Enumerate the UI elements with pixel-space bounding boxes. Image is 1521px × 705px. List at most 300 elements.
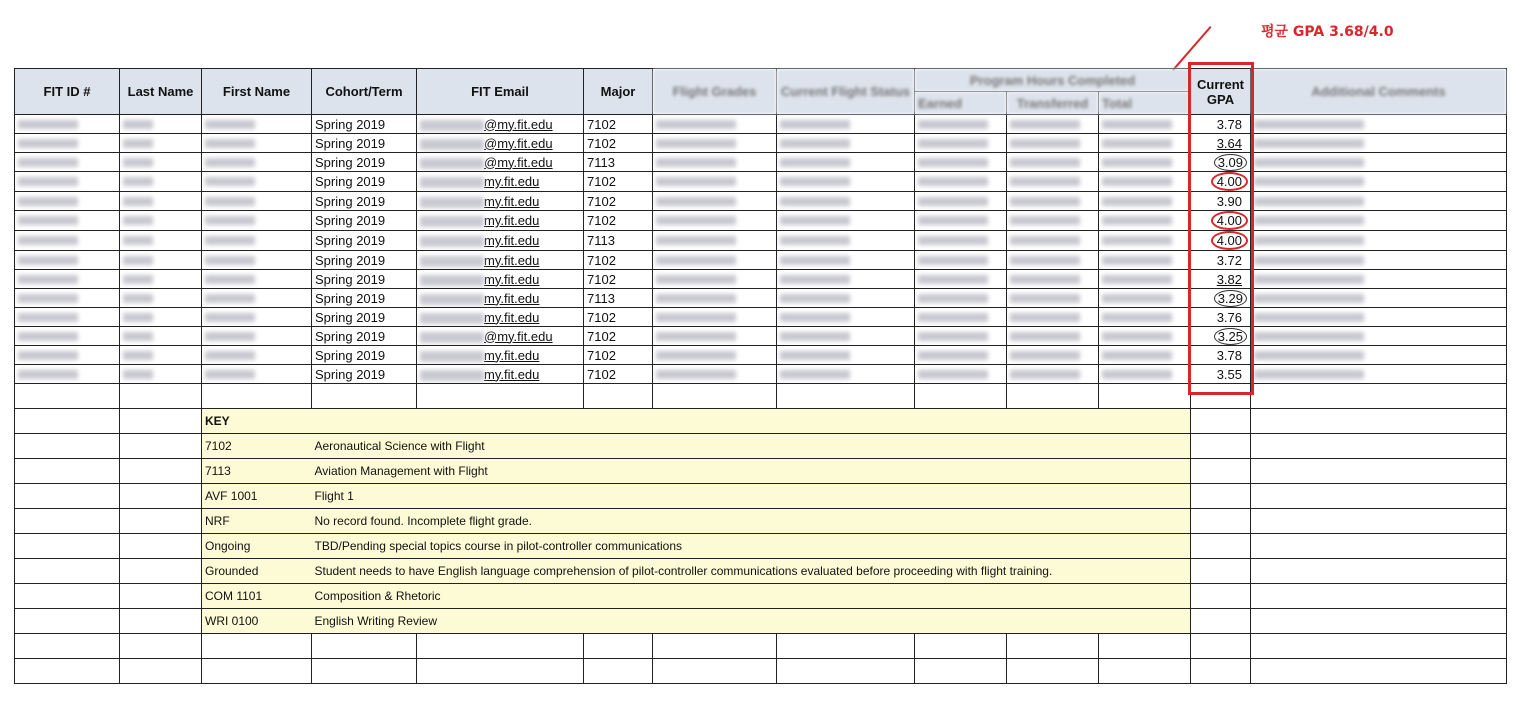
table-row (15, 289, 1507, 308)
redacted-text (18, 139, 78, 148)
cell-major: 7102 (584, 115, 653, 134)
redacted-email-user (420, 332, 484, 343)
empty-cell (15, 584, 120, 609)
key-row (15, 534, 1507, 559)
cell-fit-id (15, 192, 120, 211)
cell-total (1099, 308, 1191, 327)
empty-cell (15, 659, 120, 684)
email-domain: my.fit.edu (484, 193, 540, 209)
key-description: Flight 1 (312, 484, 1191, 509)
cell-last-name (120, 231, 202, 251)
cell-fit-id (15, 115, 120, 134)
cell-fit-id (15, 211, 120, 231)
redacted-text (780, 197, 850, 206)
cell-cohort: Spring 2019 (312, 115, 417, 134)
table-row (15, 270, 1507, 289)
gpa-value: 3.78 (1216, 116, 1243, 132)
cell-total (1099, 172, 1191, 192)
redacted-text (18, 197, 78, 206)
redacted-text (780, 158, 850, 167)
empty-cell (1099, 384, 1191, 409)
cell-last-name (120, 115, 202, 134)
cell-first-name (202, 172, 312, 192)
key-row (15, 609, 1507, 634)
redacted-email-user (420, 275, 484, 286)
cell-earned (915, 231, 1007, 251)
table-row (15, 153, 1507, 172)
cell-transferred (1007, 327, 1099, 346)
cell-fit-id (15, 172, 120, 192)
redacted-text (1010, 158, 1080, 167)
key-code: WRI 0100 (202, 609, 312, 634)
cell-comments (1251, 346, 1507, 365)
key-description: English Writing Review (312, 609, 1191, 634)
gpa-value: 4.00 (1211, 231, 1248, 250)
key-description: Aeronautical Science with Flight (312, 434, 1191, 459)
redacted-text (1010, 216, 1080, 225)
key-description: Aviation Management with Flight (312, 459, 1191, 484)
empty-cell (1251, 534, 1507, 559)
cell-fit-id (15, 231, 120, 251)
redacted-text (656, 275, 736, 284)
empty-cell (584, 659, 653, 684)
redacted-email-user (420, 236, 484, 247)
redacted-text (780, 216, 850, 225)
cell-major: 7102 (584, 327, 653, 346)
cell-cohort: Spring 2019 (312, 211, 417, 231)
gpa-value: 3.72 (1216, 252, 1243, 268)
empty-cell (1251, 634, 1507, 659)
redacted-text (18, 177, 78, 186)
cell-transferred (1007, 231, 1099, 251)
cell-last-name (120, 270, 202, 289)
cell-transferred (1007, 192, 1099, 211)
redacted-text (18, 120, 78, 129)
cell-total (1099, 153, 1191, 172)
redacted-text (918, 158, 988, 167)
key-code: 7113 (202, 459, 312, 484)
redacted-text (1102, 120, 1172, 129)
cell-last-name (120, 308, 202, 327)
redacted-text (1102, 294, 1172, 303)
empty-cell (1251, 659, 1507, 684)
cell-major: 7102 (584, 134, 653, 153)
key-title-row (15, 409, 1507, 434)
redacted-text (18, 313, 78, 322)
redacted-text (1254, 294, 1364, 303)
cell-major: 7102 (584, 308, 653, 327)
cell-fit-id (15, 346, 120, 365)
empty-cell (1251, 384, 1507, 409)
redacted-text (1010, 275, 1080, 284)
empty-cell (312, 659, 417, 684)
spacer-row (15, 634, 1507, 659)
cell-earned (915, 211, 1007, 231)
redacted-text (205, 216, 255, 225)
spacer-row (15, 384, 1507, 409)
cell-flight-grades (653, 134, 777, 153)
cell-comments (1251, 231, 1507, 251)
redacted-text (123, 139, 153, 148)
gpa-value: 3.55 (1216, 366, 1243, 382)
cell-total (1099, 231, 1191, 251)
gpa-value: 3.25 (1214, 328, 1247, 345)
cell-flight-grades (653, 327, 777, 346)
cell-earned (915, 308, 1007, 327)
cell-fit-id (15, 134, 120, 153)
spacer-row (15, 659, 1507, 684)
key-section (15, 384, 1507, 684)
cell-comments (1251, 365, 1507, 384)
email-domain: my.fit.edu (484, 366, 540, 382)
header-comments: Additional Comments (1251, 69, 1507, 115)
empty-cell (584, 634, 653, 659)
key-description: No record found. Incomplete flight grade. (312, 509, 1191, 534)
cell-cohort: Spring 2019 (312, 270, 417, 289)
key-code: COM 1101 (202, 584, 312, 609)
key-row (15, 434, 1507, 459)
header-earned: Earned (915, 92, 1007, 115)
email-domain: @my.fit.edu (484, 135, 553, 151)
cell-total (1099, 346, 1191, 365)
empty-cell (1191, 459, 1251, 484)
empty-cell (1099, 634, 1191, 659)
cell-first-name (202, 115, 312, 134)
cell-first-name (202, 365, 312, 384)
redacted-text (123, 197, 153, 206)
empty-cell (1251, 584, 1507, 609)
email-domain: my.fit.edu (484, 174, 540, 189)
cell-flight-status (777, 192, 915, 211)
cell-major: 7102 (584, 211, 653, 231)
empty-cell (1099, 659, 1191, 684)
empty-cell (120, 509, 202, 534)
cell-flight-status (777, 134, 915, 153)
empty-cell (120, 459, 202, 484)
cell-flight-grades (653, 308, 777, 327)
redacted-email-user (420, 351, 484, 362)
empty-cell (120, 634, 202, 659)
cell-earned (915, 270, 1007, 289)
empty-cell (1251, 559, 1507, 584)
cell-first-name (202, 211, 312, 231)
redacted-text (1010, 256, 1080, 265)
gpa-value: 3.82 (1216, 271, 1243, 287)
cell-flight-status (777, 270, 915, 289)
redacted-text (205, 236, 255, 245)
key-title: KEY (202, 409, 312, 434)
empty-cell (120, 409, 202, 434)
header-program-hours: Program Hours Completed (915, 69, 1191, 92)
empty-cell (1191, 559, 1251, 584)
cell-fit-id (15, 327, 120, 346)
redacted-email-user (420, 158, 484, 169)
key-description: TBD/Pending special topics course in pilot-controller communications (312, 534, 1191, 559)
cell-cohort: Spring 2019 (312, 251, 417, 270)
redacted-text (780, 351, 850, 360)
redacted-text (780, 139, 850, 148)
redacted-text (1254, 216, 1364, 225)
cell-flight-grades (653, 365, 777, 384)
cell-fit-id (15, 270, 120, 289)
redacted-text (1010, 236, 1080, 245)
empty-cell (120, 609, 202, 634)
email-domain: my.fit.edu (484, 252, 540, 268)
email-domain: my.fit.edu (484, 271, 540, 287)
redacted-text (918, 236, 988, 245)
redacted-text (656, 332, 736, 341)
empty-cell (417, 384, 584, 409)
cell-cohort: Spring 2019 (312, 308, 417, 327)
redacted-email-user (420, 197, 484, 208)
table-row (15, 308, 1507, 327)
empty-cell (120, 434, 202, 459)
cell-flight-grades (653, 289, 777, 308)
cell-email (417, 231, 584, 251)
gpa-value: 3.76 (1216, 309, 1243, 325)
redacted-text (1102, 313, 1172, 322)
header-gpa-line2: GPA (1206, 91, 1235, 107)
cell-transferred (1007, 251, 1099, 270)
cell-transferred (1007, 211, 1099, 231)
cell-flight-grades (653, 270, 777, 289)
empty-cell (312, 384, 417, 409)
cell-flight-grades (653, 211, 777, 231)
redacted-text (1254, 139, 1364, 148)
redacted-text (18, 294, 78, 303)
cell-first-name (202, 327, 312, 346)
empty-cell (1191, 659, 1251, 684)
redacted-text (918, 313, 988, 322)
empty-cell (15, 609, 120, 634)
empty-cell (15, 434, 120, 459)
cell-email (417, 365, 584, 384)
header-major: Major (584, 69, 653, 115)
empty-cell (777, 384, 915, 409)
empty-cell (1007, 659, 1099, 684)
cell-comments (1251, 115, 1507, 134)
cell-email (417, 192, 584, 211)
empty-cell (915, 384, 1007, 409)
header-fit-id: FIT ID # (15, 69, 120, 115)
redacted-text (656, 197, 736, 206)
cell-email (417, 327, 584, 346)
redacted-text (780, 370, 850, 379)
redacted-text (123, 294, 153, 303)
empty-cell (653, 634, 777, 659)
redacted-text (205, 177, 255, 186)
cell-email (417, 289, 584, 308)
cell-flight-status (777, 327, 915, 346)
cell-total (1099, 365, 1191, 384)
cell-flight-grades (653, 153, 777, 172)
header-email: FIT Email (417, 69, 584, 115)
cell-flight-grades (653, 192, 777, 211)
redacted-text (18, 216, 78, 225)
empty-cell (15, 634, 120, 659)
empty-cell (1191, 584, 1251, 609)
cell-fit-id (15, 153, 120, 172)
cell-fit-id (15, 365, 120, 384)
cell-comments (1251, 327, 1507, 346)
gpa-value: 3.64 (1216, 135, 1243, 151)
gpa-value: 4.00 (1211, 211, 1248, 230)
cell-earned (915, 251, 1007, 270)
cell-cohort: Spring 2019 (312, 192, 417, 211)
empty-cell (417, 634, 584, 659)
cell-flight-status (777, 211, 915, 231)
table-row (15, 251, 1507, 270)
table-row (15, 346, 1507, 365)
cell-transferred (1007, 346, 1099, 365)
redacted-text (205, 158, 255, 167)
redacted-text (1102, 177, 1172, 186)
cell-first-name (202, 270, 312, 289)
redacted-text (205, 120, 255, 129)
redacted-text (656, 370, 736, 379)
key-description: Student needs to have English language comprehension of pilot-controller communications evaluated before proceeding with flight training. (312, 559, 1191, 584)
cell-flight-grades (653, 251, 777, 270)
redacted-email-user (420, 294, 484, 305)
cell-flight-status (777, 308, 915, 327)
email-domain: my.fit.edu (484, 233, 540, 248)
cell-email (417, 251, 584, 270)
key-row (15, 584, 1507, 609)
cell-last-name (120, 153, 202, 172)
cell-last-name (120, 134, 202, 153)
cell-flight-status (777, 289, 915, 308)
cell-transferred (1007, 115, 1099, 134)
cell-cohort: Spring 2019 (312, 365, 417, 384)
redacted-text (780, 236, 850, 245)
key-row (15, 509, 1507, 534)
cell-major: 7113 (584, 231, 653, 251)
cell-total (1099, 115, 1191, 134)
empty-cell (1251, 434, 1507, 459)
cell-flight-status (777, 115, 915, 134)
table-row (15, 192, 1507, 211)
cell-email (417, 153, 584, 172)
redacted-text (656, 177, 736, 186)
redacted-text (123, 370, 153, 379)
cell-comments (1251, 153, 1507, 172)
redacted-text (18, 275, 78, 284)
cell-last-name (120, 346, 202, 365)
key-code: 7102 (202, 434, 312, 459)
redacted-text (780, 256, 850, 265)
cell-total (1099, 251, 1191, 270)
redacted-email-user (420, 370, 484, 381)
cell-earned (915, 289, 1007, 308)
cell-flight-status (777, 365, 915, 384)
redacted-text (205, 351, 255, 360)
cell-total (1099, 134, 1191, 153)
redacted-text (1010, 197, 1080, 206)
redacted-text (1102, 332, 1172, 341)
table-body (15, 115, 1507, 384)
redacted-text (205, 370, 255, 379)
cell-flight-grades (653, 172, 777, 192)
empty-cell (1251, 484, 1507, 509)
cell-total (1099, 211, 1191, 231)
redacted-text (1010, 139, 1080, 148)
cell-flight-status (777, 231, 915, 251)
redacted-text (656, 139, 736, 148)
redacted-text (18, 370, 78, 379)
cell-transferred (1007, 134, 1099, 153)
redacted-text (1010, 313, 1080, 322)
cell-major: 7102 (584, 270, 653, 289)
header-transferred: Transferred (1007, 92, 1099, 115)
gpa-value: 3.90 (1216, 193, 1243, 209)
redacted-text (205, 332, 255, 341)
redacted-text (123, 158, 153, 167)
redacted-email-user (420, 139, 484, 150)
header-last-name: Last Name (120, 69, 202, 115)
cell-comments (1251, 308, 1507, 327)
cell-email (417, 211, 584, 231)
email-domain: my.fit.edu (484, 347, 540, 363)
redacted-text (1102, 275, 1172, 284)
cell-cohort: Spring 2019 (312, 172, 417, 192)
redacted-text (205, 313, 255, 322)
cell-earned (915, 365, 1007, 384)
empty-cell (777, 659, 915, 684)
cell-earned (915, 327, 1007, 346)
empty-cell (202, 659, 312, 684)
empty-cell (15, 409, 120, 434)
empty-cell (1251, 459, 1507, 484)
cell-flight-status (777, 346, 915, 365)
redacted-text (1010, 177, 1080, 186)
redacted-text (918, 120, 988, 129)
empty-cell (915, 659, 1007, 684)
cell-flight-status (777, 172, 915, 192)
empty-cell (15, 509, 120, 534)
key-description (312, 409, 1191, 434)
empty-cell (15, 384, 120, 409)
cell-email (417, 270, 584, 289)
redacted-text (205, 139, 255, 148)
redacted-text (1102, 370, 1172, 379)
empty-cell (120, 559, 202, 584)
cell-email (417, 308, 584, 327)
redacted-text (18, 236, 78, 245)
empty-cell (653, 384, 777, 409)
key-row (15, 484, 1507, 509)
empty-cell (1191, 609, 1251, 634)
empty-cell (584, 384, 653, 409)
redacted-text (1010, 370, 1080, 379)
cell-email (417, 172, 584, 192)
cell-email (417, 134, 584, 153)
cell-last-name (120, 251, 202, 270)
cell-comments (1251, 270, 1507, 289)
redacted-text (656, 313, 736, 322)
empty-cell (1191, 409, 1251, 434)
header-total: Total (1099, 92, 1191, 115)
cell-earned (915, 153, 1007, 172)
cell-flight-status (777, 153, 915, 172)
cell-first-name (202, 308, 312, 327)
redacted-text (918, 177, 988, 186)
email-domain: my.fit.edu (484, 290, 540, 306)
key-code: Grounded (202, 559, 312, 584)
cell-major: 7102 (584, 365, 653, 384)
cell-email (417, 115, 584, 134)
empty-cell (1191, 434, 1251, 459)
cell-first-name (202, 346, 312, 365)
